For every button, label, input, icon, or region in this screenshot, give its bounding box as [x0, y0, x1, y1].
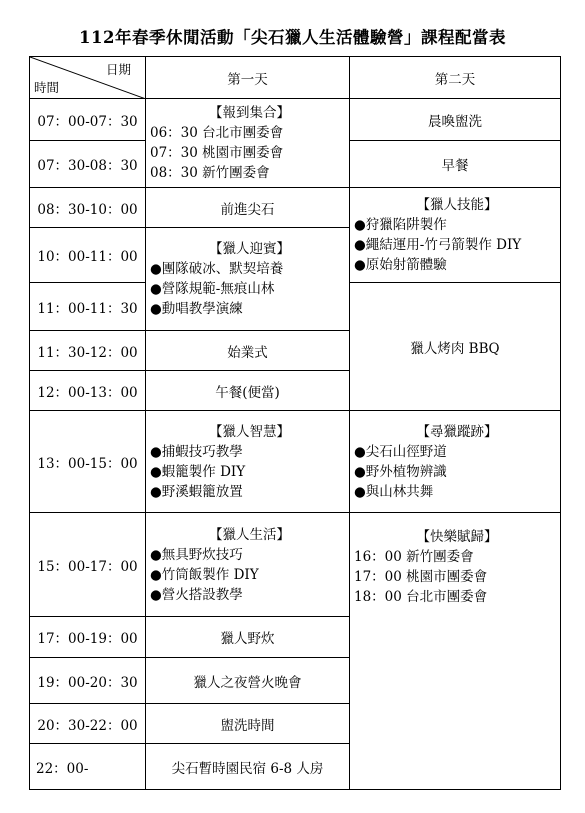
wisdom-item: ● 野溪蝦籠放置	[150, 482, 349, 502]
return-line: 17：00 桃園市團委會	[354, 569, 488, 585]
day1-lodging-cell: 尖石暫時園民宿 6-8 人房	[146, 744, 350, 790]
wisdom-title: 【獵人智慧】	[209, 423, 290, 440]
time-cell: 17：00-19：00	[30, 617, 146, 658]
tracking-item: ● 尖石山徑野道	[354, 442, 560, 462]
time-cell: 13：00-15：00	[30, 411, 146, 513]
time-cell: 12：00-13：00	[30, 371, 146, 411]
return-title: 【快樂賦歸】	[416, 529, 498, 545]
skills-item: ● 繩結運用-竹弓箭製作 DIY	[354, 235, 560, 255]
day1-wash-cell: 盥洗時間	[146, 704, 350, 744]
time-cell: 07：30-08：30	[30, 141, 146, 188]
table-row	[30, 411, 561, 513]
gathering-line: 06：30 台北市團委會	[150, 125, 284, 141]
time-cell: 20：30-22：00	[30, 704, 146, 744]
day2-bbq-cell: 獵人烤肉 BBQ	[350, 283, 561, 411]
day1-cookout-cell: 獵人野炊	[146, 617, 350, 658]
life-item: ● 營火搭設教學	[150, 585, 349, 605]
skills-item: ● 原始射箭體驗	[354, 255, 560, 275]
welcome-title: 【獵人迎賓】	[209, 241, 290, 257]
date-label: 日期	[105, 62, 131, 77]
tracking-title: 【尋獵蹤跡】	[416, 423, 498, 440]
day2-skills-cell	[350, 188, 561, 283]
table-row	[30, 513, 561, 617]
corner-header-cell	[30, 57, 146, 99]
gathering-title: 【報到集合】	[209, 105, 290, 121]
welcome-item: ● 營隊規範-無痕山林	[150, 279, 349, 299]
gathering-line: 08：30 新竹團委會	[150, 165, 270, 181]
day2-tracking-cell	[350, 411, 561, 513]
return-line: 16：00 新竹團委會	[354, 549, 474, 565]
time-cell: 08：30-10：00	[30, 188, 146, 228]
day1-welcome-cell	[146, 228, 350, 331]
return-line: 18：00 台北市團委會	[354, 589, 488, 605]
schedule-table	[29, 56, 561, 790]
day1-lunch-cell: 午餐(便當)	[146, 371, 350, 411]
gathering-line: 07：30 桃園市團委會	[150, 145, 284, 161]
day2-header: 第二天	[350, 57, 561, 99]
time-cell: 07：00-07：30	[30, 99, 146, 141]
day1-march-cell: 前進尖石	[146, 188, 350, 228]
time-cell: 19：00-20：30	[30, 658, 146, 704]
time-cell: 11：30-12：00	[30, 331, 146, 371]
header-row	[30, 57, 561, 99]
day2-breakfast-cell: 早餐	[350, 141, 561, 188]
life-title: 【獵人生活】	[209, 526, 290, 543]
day1-life-cell	[146, 513, 350, 617]
welcome-item: ● 團隊破冰、默契培養	[150, 259, 349, 279]
time-cell: 10：00-11：00	[30, 228, 146, 283]
day1-gathering-cell	[146, 99, 350, 188]
table-row	[30, 188, 561, 228]
wisdom-item: ● 蝦籠製作 DIY	[150, 462, 349, 482]
day1-opening-cell: 始業式	[146, 331, 350, 371]
table-row	[30, 99, 561, 141]
life-item: ● 無具野炊技巧	[150, 545, 349, 565]
day2-return-cell	[350, 513, 561, 790]
life-item: ● 竹筒飯製作 DIY	[150, 565, 349, 585]
day1-header: 第一天	[146, 57, 350, 99]
time-cell: 11：00-11：30	[30, 283, 146, 331]
page-title: 112年春季休閒活動「尖石獵人生活體驗營」課程配當表	[79, 28, 506, 47]
tracking-item: ● 野外植物辨識	[354, 462, 560, 482]
day2-wake-cell: 晨喚盥洗	[350, 99, 561, 141]
tracking-item: ● 與山林共舞	[354, 482, 560, 502]
skills-item: ● 狩獵陷阱製作	[354, 215, 560, 235]
day1-campfire-cell: 獵人之夜營火晚會	[146, 658, 350, 704]
time-cell: 22：00-	[30, 744, 146, 790]
wisdom-item: ● 捕蝦技巧教學	[150, 442, 349, 462]
time-label: 時間	[34, 80, 60, 95]
skills-title: 【獵人技能】	[416, 197, 498, 213]
time-cell: 15：00-17：00	[30, 513, 146, 617]
welcome-item: ● 動唱教學演練	[150, 299, 349, 319]
day1-wisdom-cell	[146, 411, 350, 513]
